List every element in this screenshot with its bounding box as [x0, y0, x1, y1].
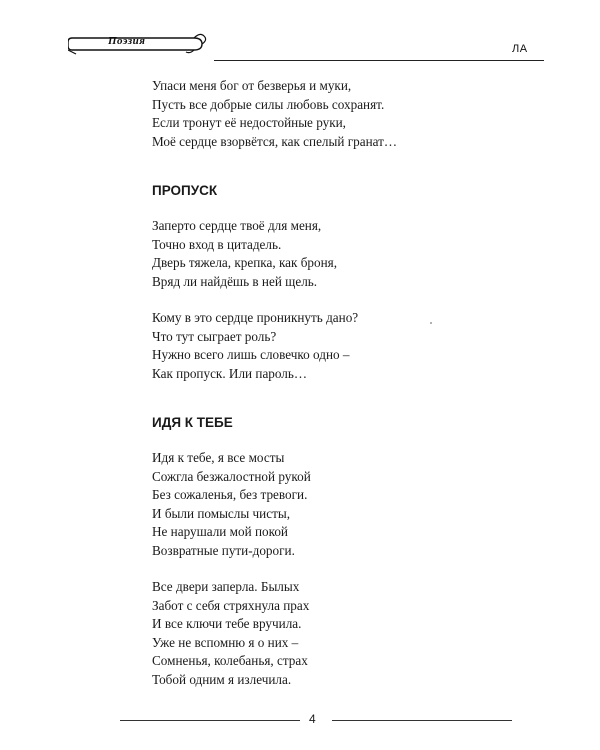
- verse-line: Заперто сердце твоё для меня,: [152, 218, 322, 233]
- poem-title: ПРОПУСК: [152, 183, 218, 198]
- verse-line: Кому в это сердце проникнуть дано?: [152, 310, 359, 325]
- verse-line: Сожгла безжалостной рукой: [152, 468, 311, 484]
- poem: [152, 414, 552, 689]
- verse-line: Если тронут её недостойные руки,: [152, 115, 346, 130]
- verse-line: Пусть все добрые силы любовь сохранят.: [152, 96, 385, 112]
- verse-line: Все двери заперла. Былых: [152, 579, 300, 594]
- author-initials: ЛА: [512, 43, 528, 55]
- header-divider: [214, 60, 544, 61]
- page-number: 4: [309, 712, 316, 726]
- stanza: [152, 309, 552, 383]
- page-speck: [430, 322, 432, 324]
- verse-line: Идя к тебе, я все мосты: [152, 450, 285, 465]
- verse-line: И все ключи тебе вручила.: [152, 616, 302, 631]
- verse-line: И были помыслы чисты,: [152, 505, 290, 521]
- poem-content: [152, 77, 552, 707]
- verse-line: Сомненья, колебанья, страх: [152, 653, 308, 668]
- stanza: [152, 77, 552, 151]
- verse-line: Дверь тяжела, крепка, как броня,: [152, 255, 338, 270]
- verse-line: Возвратные пути-дороги.: [152, 542, 295, 558]
- verse-line: Нужно всего лишь словечко одно –: [152, 347, 350, 362]
- verse-line: Без сожаленья, без тревоги.: [152, 487, 308, 502]
- verse-line: Как пропуск. Или пароль…: [152, 365, 308, 381]
- stanza: [152, 578, 552, 689]
- verse-line: Точно вход в цитадель.: [152, 236, 282, 252]
- verse-line: Моё сердце взорвётся, как спелый гранат…: [152, 133, 398, 149]
- stanza: [152, 449, 552, 560]
- poem: [152, 77, 552, 151]
- footer-divider-left: [120, 720, 300, 721]
- poem: [152, 182, 552, 383]
- verse-line: Вряд ли найдёшь в ней щель.: [152, 273, 318, 289]
- verse-line: Уже не вспомню я о них –: [152, 634, 299, 650]
- poem-title: ИДЯ К ТЕБЕ: [152, 415, 233, 430]
- verse-line: Забот с себя стряхнула прах: [152, 597, 310, 613]
- section-label: Поэзия: [108, 35, 146, 47]
- verse-line: Упаси меня бог от безверья и муки,: [152, 78, 352, 93]
- footer-divider-right: [332, 720, 512, 721]
- stanza: [152, 217, 552, 291]
- verse-line: Тобой одним я излечила.: [152, 671, 292, 687]
- verse-line: Что тут сыграет роль?: [152, 328, 277, 344]
- verse-line: Не нарушали мой покой: [152, 524, 288, 539]
